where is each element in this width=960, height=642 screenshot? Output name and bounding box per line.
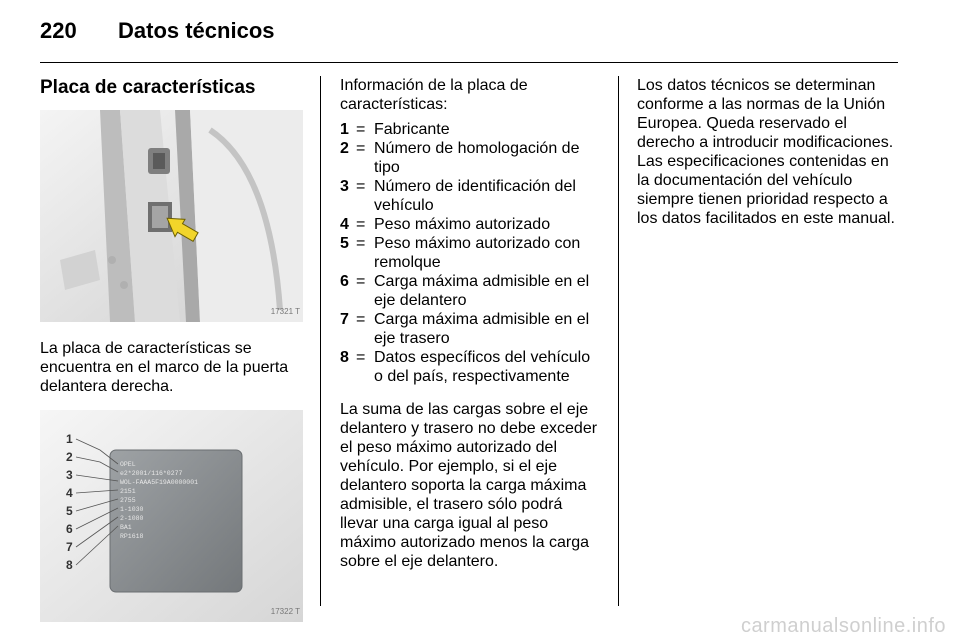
plate-line-7: 2-1080 xyxy=(120,515,144,522)
legend-number: 7 xyxy=(340,311,349,328)
technical-data-paragraph: Los datos técnicos se determinan conforme a las normas de la Unión Europea. Queda reservado el derecho a introducir modificaciones. Las especificaciones contenidas en la documentación del vehículo siempre tienen prioridad respecto a los datos facilitados en este manual. xyxy=(637,77,895,227)
plate-line-5: 2755 xyxy=(120,497,136,504)
plate-line-1: OPEL xyxy=(120,461,136,468)
column-divider-left xyxy=(320,76,321,606)
legend-item xyxy=(340,348,602,386)
legend-number: 4 xyxy=(340,216,349,233)
legend-equals: = xyxy=(356,235,366,252)
id-plate-illustration xyxy=(40,410,303,622)
callout-7: 7 xyxy=(66,540,73,554)
legend-text: Número de identificación del vehículo xyxy=(374,178,576,214)
watermark: carmanualsonline.info xyxy=(740,615,946,637)
legend-equals: = xyxy=(356,273,366,290)
id-plate-figure xyxy=(40,410,303,622)
legend-number: 2 xyxy=(340,140,349,157)
legend-text: Número de homologación de tipo xyxy=(374,140,580,176)
plate-line-6: 1-1030 xyxy=(120,506,144,513)
plate-line-9: RP1618 xyxy=(120,533,144,540)
column-3 xyxy=(637,76,903,228)
callout-5: 5 xyxy=(66,504,73,518)
legend-text: Peso máximo autorizado con remolque xyxy=(374,235,581,271)
legend-equals: = xyxy=(356,178,366,195)
plate-line-4: 2151 xyxy=(120,488,136,495)
legend-equals: = xyxy=(356,216,366,233)
door-frame-figure xyxy=(40,110,303,322)
legend-equals: = xyxy=(356,311,366,328)
legend-item xyxy=(340,234,602,272)
legend-item xyxy=(340,310,602,348)
figure-code: 17322 T xyxy=(270,607,300,616)
legend-text: Datos específicos del vehículo o del país, respectivamente xyxy=(374,349,591,385)
section-title: Placa de características xyxy=(40,77,256,98)
legend-equals: = xyxy=(356,140,366,157)
figure-code: 17321 T xyxy=(270,307,300,316)
page-title: Datos técnicos xyxy=(118,18,275,43)
legend-number: 6 xyxy=(340,273,349,290)
legend-intro: Información de la placa de características: xyxy=(340,77,528,113)
legend-list xyxy=(340,120,602,386)
legend-text: Fabricante xyxy=(374,121,450,138)
column-1 xyxy=(40,76,303,622)
callout-6: 6 xyxy=(66,522,73,536)
callout-3: 3 xyxy=(66,468,73,482)
header-rule xyxy=(40,62,898,63)
legend-item xyxy=(340,120,602,139)
callout-1: 1 xyxy=(66,432,73,446)
callout-2: 2 xyxy=(66,450,73,464)
door-frame-illustration xyxy=(40,110,303,322)
legend-equals: = xyxy=(356,349,366,366)
plate-line-2: e2*2001/116*0277 xyxy=(120,470,183,477)
legend-item xyxy=(340,177,602,215)
column-2 xyxy=(340,76,602,571)
legend-text: Carga máxima admisible en el eje delantero xyxy=(374,273,590,309)
callout-4: 4 xyxy=(66,486,73,500)
legend-number: 8 xyxy=(340,349,349,366)
legend-equals: = xyxy=(356,121,366,138)
axle-load-paragraph: La suma de las cargas sobre el eje delantero y trasero no debe exceder el peso máximo autorizado del vehículo. Por ejemplo, si el eje delantero soporta la carga máxima admisible, el trasero sólo podrá llevar una carga igual al peso máximo autorizado menos la carga sobre el eje delantero. xyxy=(340,401,598,570)
column-divider-right xyxy=(618,76,619,606)
legend-text: Peso máximo autorizado xyxy=(374,216,551,233)
legend-item xyxy=(340,139,602,177)
plate-location-text: La placa de características se encuentra en el marco de la puerta delantera derecha. xyxy=(40,340,289,395)
page-number: 220 xyxy=(40,18,77,43)
plate-line-3: WOL-FAAA5F19A0000001 xyxy=(120,479,199,486)
plate-line-8: BA1 xyxy=(120,524,132,531)
legend-number: 5 xyxy=(340,235,349,252)
legend-item xyxy=(340,272,602,310)
legend-text: Carga máxima admisible en el eje trasero xyxy=(374,311,590,347)
page-header xyxy=(40,18,275,46)
legend-number: 3 xyxy=(340,178,349,195)
callout-8: 8 xyxy=(66,558,73,572)
legend-item xyxy=(340,215,602,234)
legend-number: 1 xyxy=(340,121,349,138)
